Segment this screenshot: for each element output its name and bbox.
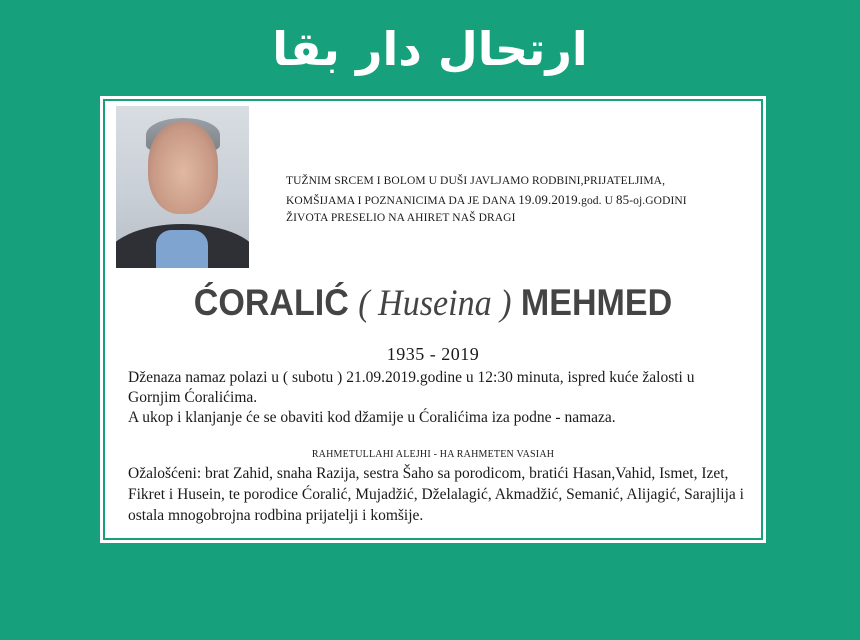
intro-line-3: ŽIVOTA PRESELIO NA AHIRET NAŠ DRAGI bbox=[286, 212, 516, 224]
mourners-list: Ožalošćeni: brat Zahid, snaha Razija, sestra Šaho sa porodicom, bratići Hasan,Vahid, Ismet, Izet, Fikret i Husein, te porodice Ćoralić, Mujadžić, Dželalagić, Akmadžić, Semanić, Alijagić, Sarajlija i ostala mnogobrojna rodbina prijatelji i komšije. bbox=[128, 465, 744, 524]
first-name: MEHMED bbox=[520, 282, 673, 323]
deceased-photo bbox=[116, 106, 249, 268]
photo-shirt bbox=[156, 230, 208, 268]
intro-u: U bbox=[601, 194, 616, 207]
funeral-details bbox=[128, 368, 748, 428]
intro-line-1: TUŽNIM SRCEM I BOLOM U DUŠI JAVLJAMO RODBINI,PRIJATELJIMA, bbox=[286, 175, 666, 187]
intro-line-2-text: KOMŠIJAMA I POZNANICIMA DA JE DANA bbox=[286, 194, 519, 207]
death-date: 19.09.2019. bbox=[518, 191, 582, 207]
father-name: ( Huseina ) bbox=[358, 283, 512, 324]
age: 85 bbox=[616, 191, 630, 207]
announcement-intro bbox=[286, 173, 726, 228]
intro-god: god. bbox=[581, 194, 602, 207]
life-years: 1935 - 2019 bbox=[386, 344, 480, 364]
burial-info: A ukop i klanjanje će se obaviti kod džamije u Ćoralićima iza podne - namaza. bbox=[128, 409, 616, 426]
funeral-prayer-info: Dženaza namaz polazi u ( subotu ) 21.09.2019.godine u 12:30 minuta, ispred kuće žalosti u Gornjim Ćoralićima. bbox=[128, 369, 695, 406]
arabic-calligraphy-header: ارتحال دار بقا bbox=[272, 22, 588, 76]
intro-line-2 bbox=[286, 191, 726, 211]
photo-face bbox=[148, 122, 218, 214]
surname: ĆORALIĆ bbox=[193, 282, 349, 323]
prayer-line: RAHMETULLAHI ALEJHI - HA RAHMETEN VASIAH bbox=[311, 449, 555, 460]
deceased-name bbox=[127, 282, 740, 325]
intro-godini: -oj.GODINI bbox=[629, 194, 687, 207]
